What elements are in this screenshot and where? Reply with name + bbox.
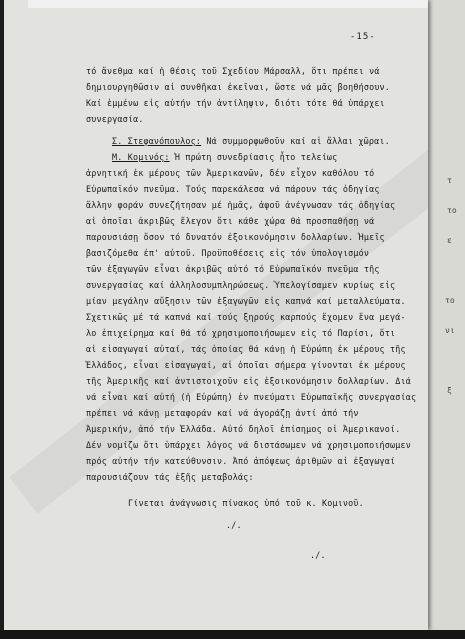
text-line [86, 312, 406, 322]
line-text: Σχετικῶς μέ τά καπνά καί τούς ξηρούς καρπούς ἔχομεν ἕνα μεγά- [86, 312, 406, 322]
adjacent-page-fragment: ε [447, 236, 452, 245]
line-text: ./. [310, 550, 326, 560]
adjacent-page-fragment: ξ [447, 386, 452, 395]
text-line [86, 296, 406, 306]
line-text: λο ἐπιχείρημα καί θά τό χρησιμοποιήσωμεν εἰς τό Παρίσι, ὅτι [86, 328, 396, 338]
line-text: Νά συμμορφωθοῦν καί αἱ ἄλλαι χῶραι. [201, 136, 390, 146]
line-text: Ἀμερικήν, ἀπό τήν Ἑλλάδα. Αὐτό δηλοῖ ἐπίσημος οἱ Ἀμερικανοί. [86, 424, 401, 434]
text-line [86, 424, 401, 434]
adjacent-page-fragment: το [445, 296, 455, 305]
line-text: ./. [226, 520, 242, 530]
text-line [86, 456, 395, 466]
text-line [86, 280, 395, 290]
text-line [86, 232, 385, 242]
text-line [86, 328, 395, 338]
line-text: τό ἄνεθμα καί ἡ θέσις τοῦ Σχεδίου Μάρσαλλ, ὅτι πρέπει νά [86, 66, 380, 76]
adjacent-page-fragment: τ [447, 176, 452, 185]
speaker-name: Σ. Στεφανόπουλος: [112, 136, 202, 146]
text-line [86, 82, 390, 92]
line-text: Γίνεται ἀνάγνωσις πίνακος ὑπό τοῦ κ. Κομινοῦ. [128, 498, 364, 508]
line-text: Καί ἐμμένω εἰς αὐτήν τήν ἀντίληψιν, διότι τότε θά ὑπάρχει [86, 98, 385, 108]
line-text: νά εἶναι καί αὐτή (ἡ Εὐρώπη) ἐν πνεύματι Εὐρωπαϊκῆς συνεργασίας [86, 392, 417, 402]
text-line [112, 136, 390, 146]
line-text: Ἑλλάδος, εἶναι εἰσαγωγαί, αἱ ὁποῖαι σήμερα γίνονται ἐκ μέρους [86, 360, 406, 370]
line-text: παρουσιάσῃ ὅσον τό δυνατόν ἐξοικονόμησιν δολλαρίων. Ἡμεῖς [86, 232, 385, 242]
line-text: τῆς Ἀμερικῆς καί ἀντιστοιχοῦν εἰς ἐξοικονόμησιν δολλαρίων. Διά [86, 376, 412, 386]
text-line [86, 344, 406, 354]
text-line [86, 472, 254, 482]
text-line [86, 114, 144, 124]
line-text: βασιζόμεθα ἐπ' αὐτοῦ. Προϋποθέσεις εἰς τόν ὑπολογισμόν [86, 248, 370, 258]
line-text: μίαν μεγάλην αὔξησιν τῶν ἐξαγωγῶν εἰς καπνά καί μεταλλεύματα. [86, 296, 406, 306]
document-page [4, 0, 428, 630]
line-text: συνεργασίας καί ἀλληλοσυμπληρώσεως. Ὑπελογίσαμεν κυρίως εἰς [86, 280, 396, 290]
scan-border [0, 630, 465, 639]
text-line [226, 520, 242, 530]
line-text: Ἡ πρώτη συνεδρίασις ἦτο τελείως [169, 152, 338, 162]
text-line [310, 550, 326, 560]
text-line [86, 392, 416, 402]
line-text: πρός αὐτήν τήν κατεύθυνσιν. Ἀπό ἀπόψεως ἀριθμῶν αἱ ἐξαγωγαί [86, 456, 396, 466]
line-text: ἄλλην φοράν συνεζήτησαν μέ ἡμᾶς, ἀφοῦ ἀνέγνωσαν τάς ὁδηγίας [86, 200, 396, 210]
text-line [86, 168, 374, 178]
line-text: Δέν νομίζω ὅτι ὑπάρχει λόγος νά διστάσωμεν νά χρησιμοποιήσωμεν [86, 440, 412, 450]
text-line [86, 376, 411, 386]
speaker-name: Μ. Κομινός: [112, 152, 170, 162]
line-text: παρουσιάζουν τάς ἑξῆς μεταβολάς: [86, 472, 254, 482]
page-number: -15- [350, 32, 376, 42]
line-text: συνεργασία. [86, 114, 144, 124]
text-line [86, 200, 395, 210]
line-text: Εὐρωπαϊκόν πνεῦμα. Τούς παρεκάλεσα νά πάρουν τάς ὁδηγίας [86, 184, 380, 194]
line-text: ἀρνητική ἐκ μέρους τῶν Ἀμερικανῶν, δέν εἶχον καθόλου τό [86, 168, 375, 178]
line-text: πρέπει νά κάνῃ μεταφοράν καί νά ἀγοράζῃ ἀντί ἀπό τήν [86, 408, 359, 418]
line-text: δημιουργηθῶσιν αἱ συνθῆκαι ἐκεῖναι, ὥστε νά μᾶς βοηθήσουν. [86, 82, 391, 92]
text-line [86, 360, 406, 370]
line-text: αἱ ὁποῖαι ἀκριβῶς ἔλεγον ὅτι κάθε χώρα θά προσπαθήσῃ νά [86, 216, 375, 226]
text-line [86, 66, 380, 76]
text-line [86, 98, 385, 108]
adjacent-page-fragment: νι [445, 326, 455, 335]
adjacent-page-fragment: το [447, 206, 457, 215]
text-line [86, 248, 369, 258]
line-text: αἱ εἰσαγωγαί αὐταί, τάς ὁποίας θά κάνῃ ἡ Εὐρώπη ἐκ μέρους τῆς [86, 344, 406, 354]
text-line [86, 184, 380, 194]
text-line [112, 152, 337, 162]
text-line [86, 264, 380, 274]
text-line [86, 408, 359, 418]
text-line [86, 440, 411, 450]
text-line [86, 216, 374, 226]
document-body [4, 0, 428, 630]
text-line [128, 498, 364, 508]
line-text: τῶν ἐξαγωγῶν εἶναι ἀκριβῶς αὐτό τό Εὐρωπαϊκόν πνεῦμα τῆς [86, 264, 380, 274]
